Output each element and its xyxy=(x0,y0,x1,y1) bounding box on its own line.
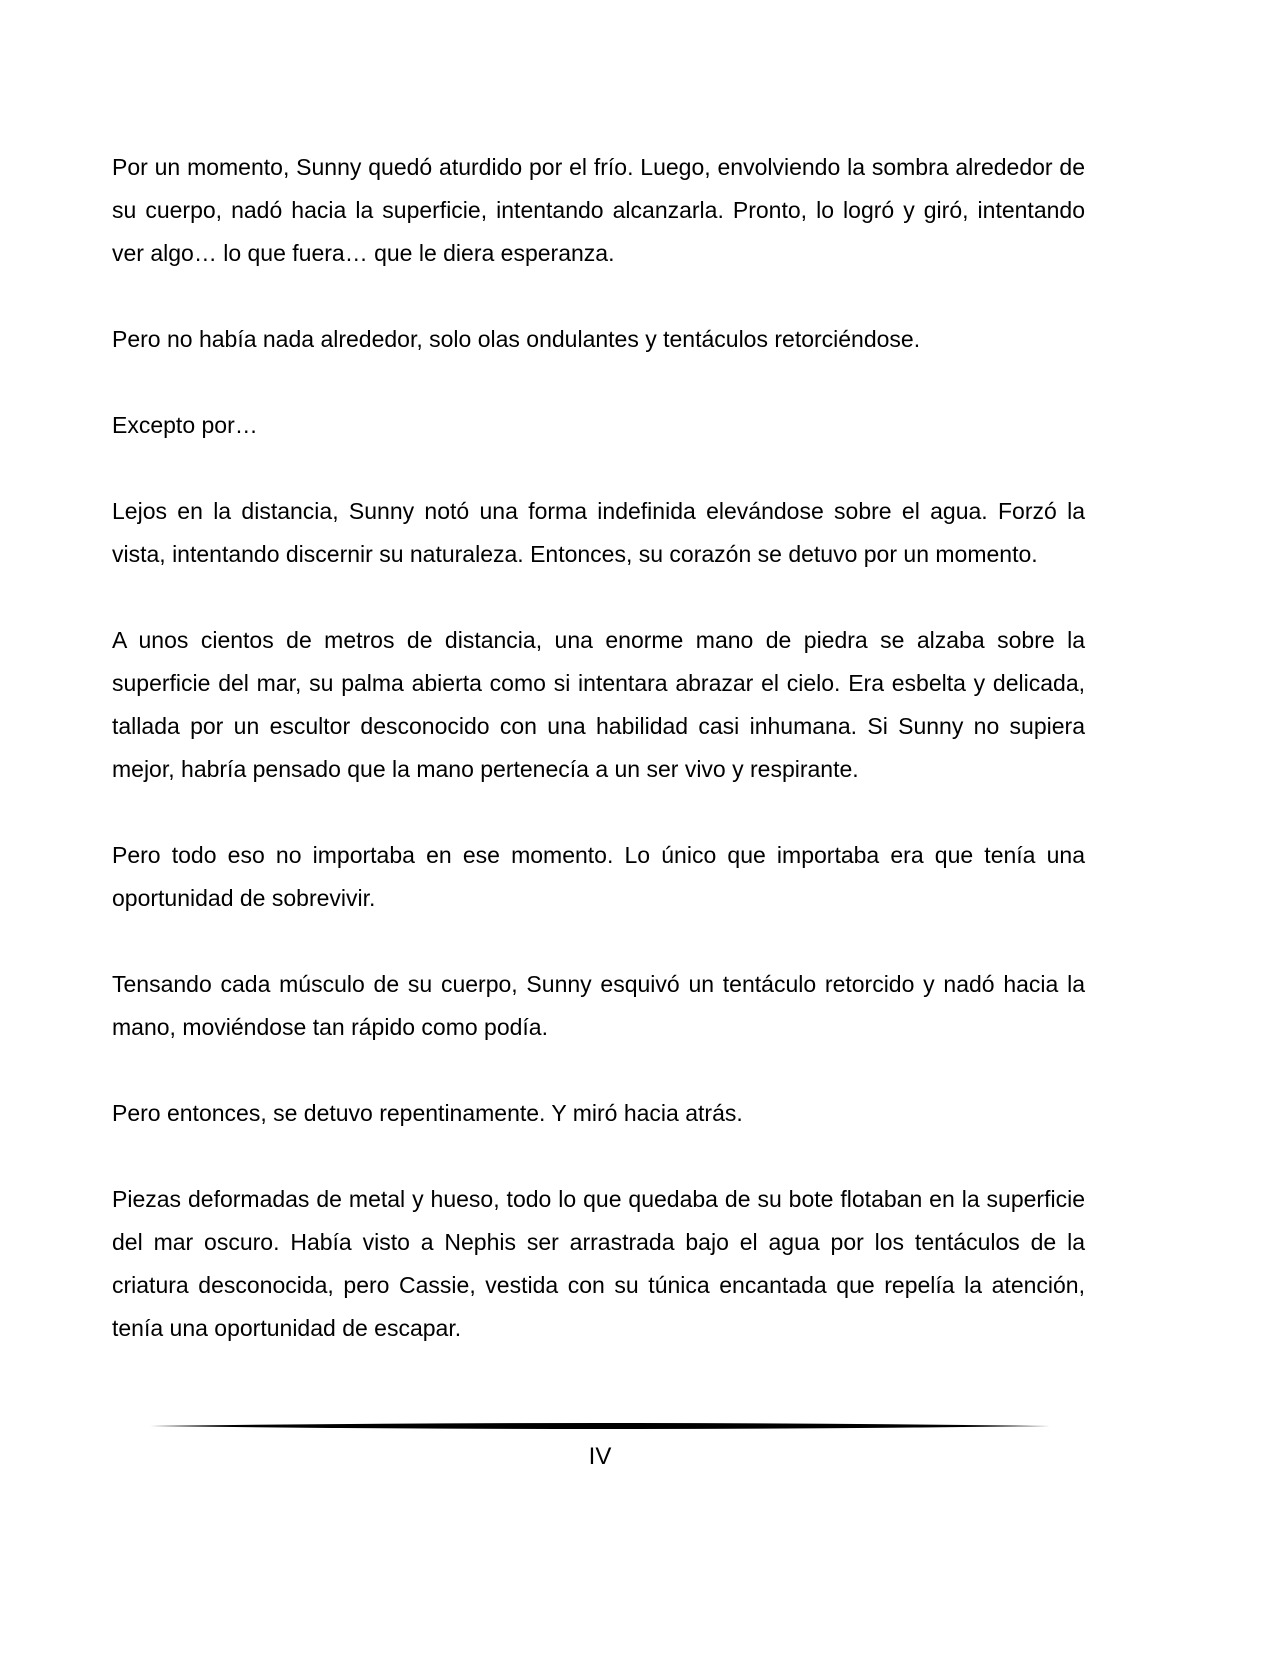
paragraph: Pero no había nada alrededor, solo olas ondulantes y tentáculos retorciéndose. xyxy=(112,326,921,352)
paragraph: Tensando cada músculo de su cuerpo, Sunny esquivó un tentáculo retorcido y nadó hacia la mano, moviéndose tan rápido como podía. xyxy=(112,971,1085,1040)
paragraph: Por un momento, Sunny quedó aturdido por el frío. Luego, envolviendo la sombra alrededor de su cuerpo, nadó hacia la superficie, intentando alcanzarla. Pronto, lo logró y giró, intentando ver algo… lo que fuera… que le diera esperanza. xyxy=(112,154,1085,266)
footer-divider xyxy=(150,1422,1050,1430)
document-body xyxy=(112,146,1085,1393)
paragraph: Pero todo eso no importaba en ese momento. Lo único que importaba era que tenía una oportunidad de sobrevivir. xyxy=(112,842,1085,911)
paragraph: Pero entonces, se detuvo repentinamente. Y miró hacia atrás. xyxy=(112,1100,743,1126)
page-number: IV xyxy=(588,1443,612,1470)
paragraph: Piezas deformadas de metal y hueso, todo lo que quedaba de su bote flotaban en la superficie del mar oscuro. Había visto a Nephis ser arrastrada bajo el agua por los tentáculos de la criatura desconocida, pero Cassie, vestida con su túnica encantada que repelía la atención, tenía una oportunidad de escapar. xyxy=(112,1186,1085,1341)
paragraph: Excepto por… xyxy=(112,412,258,438)
paragraph: A unos cientos de metros de distancia, una enorme mano de piedra se alzaba sobre la superficie del mar, su palma abierta como si intentara abrazar el cielo. Era esbelta y delicada, tallada por un escultor desconocido con una habilidad casi inhumana. Si Sunny no supiera mejor, habría pensado que la mano pertenecía a un ser vivo y respirante. xyxy=(112,627,1085,782)
paragraph: Lejos en la distancia, Sunny notó una forma indefinida elevándose sobre el agua. Forzó la vista, intentando discernir su naturaleza. Entonces, su corazón se detuvo por un momento. xyxy=(112,498,1085,567)
